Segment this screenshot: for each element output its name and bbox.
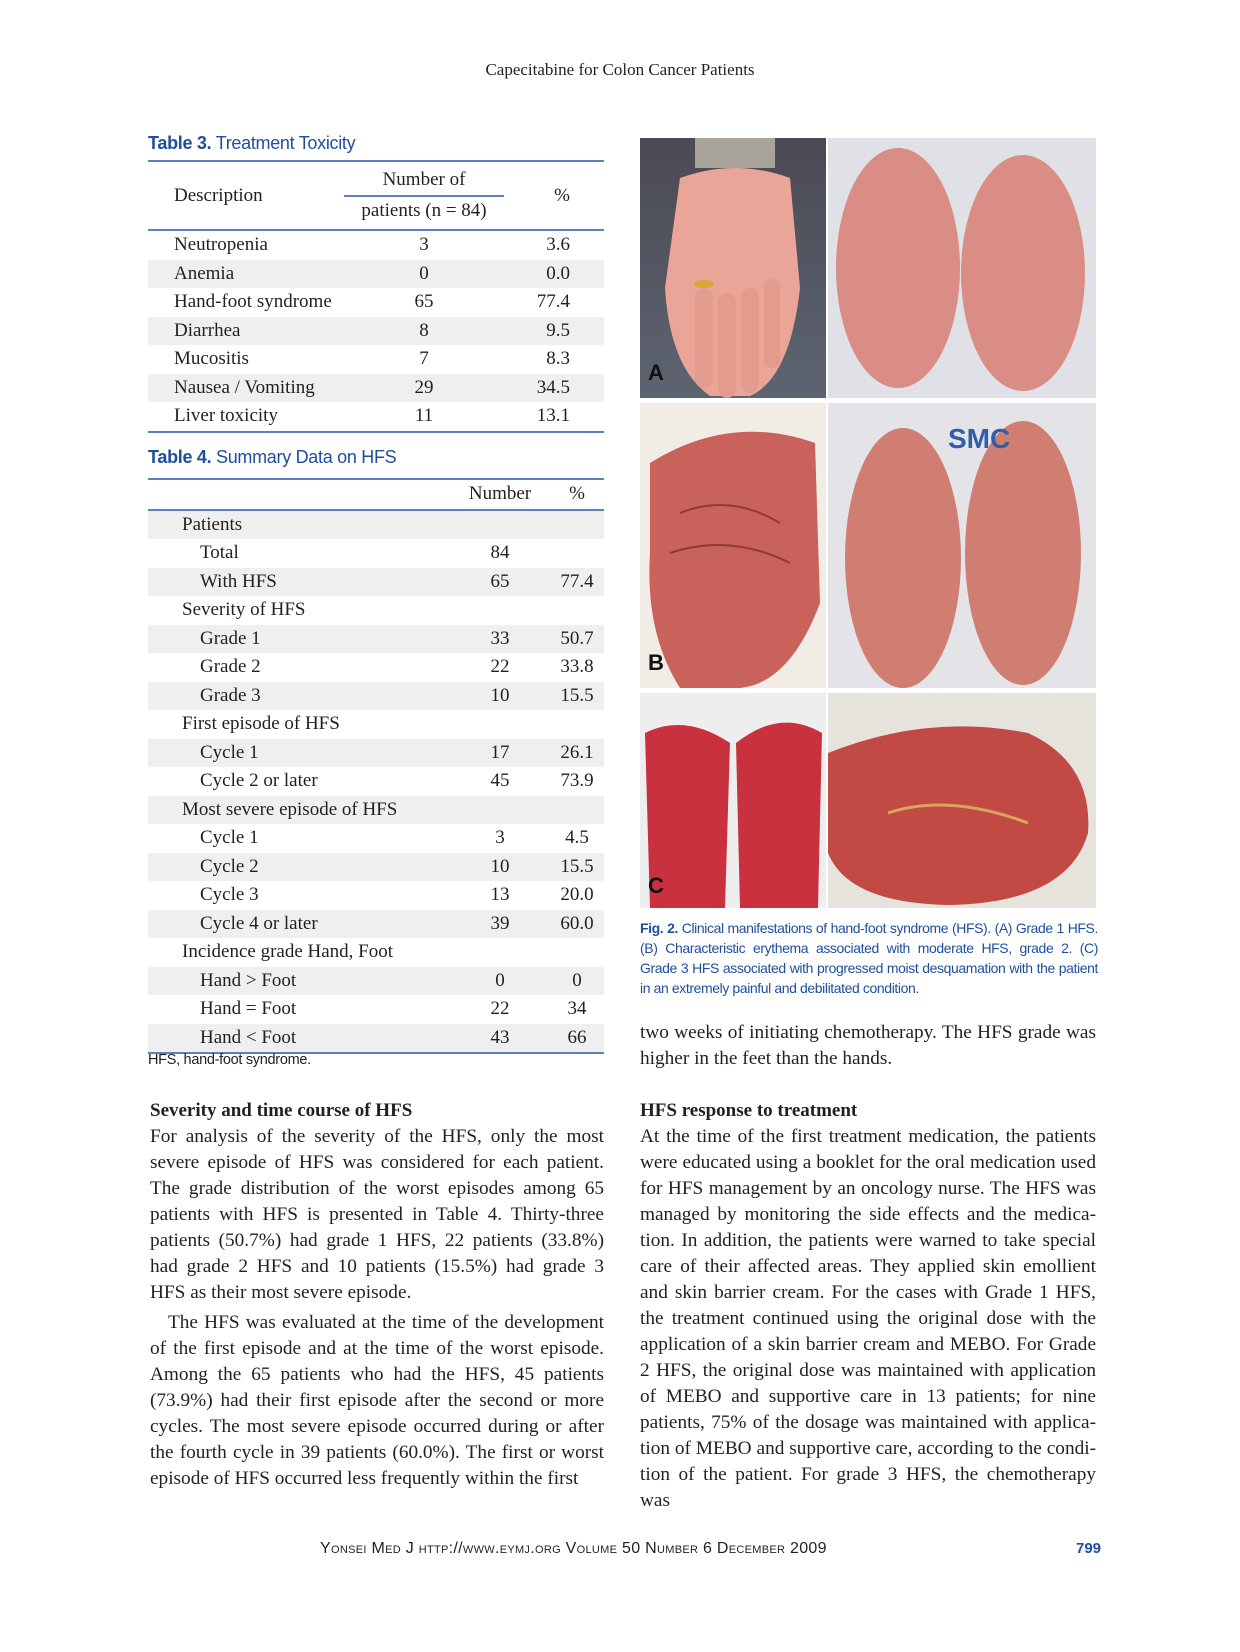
table4-footnote: HFS, hand-foot syndrome. [148,1052,311,1068]
photo-feet-grade2 [828,403,1096,688]
table-cell-label: With HFS [148,568,450,597]
table-cell-value: 65 [414,291,434,313]
paragraph: At the time of the first treatment medication, the patients were educated using a booklet for the oral medication used for HFS management by an oncology nurse. The HFS was managed by monitoring the side effects and the medica-tion. In addition, the patients were warned to take special care of their affected areas. They applied skin emollient and skin barrier cream. For the cases with Grade 1 HFS, the treatment continued using the original dose with the application of a skin barrier cream and MEBO. For Grade 2 HFS, the original dose was maintained with application of MEBO and supportive care in 13 patients; for nine patients, 75% of the dosage was maintained with applica-tion of MEBO and supportive care, according to the condi-tion of the patient. For grade 3 HFS, the chemotherapy was [640,1126,1096,1511]
table3-label: Table 3. [148,133,212,153]
table-row [148,288,604,317]
table-cell-value: 0 [344,260,504,289]
table-cell-label: Hand = Foot [200,998,297,1020]
panel-label-b: B [648,650,664,675]
table-cell-value: 11 [414,405,434,427]
right-column [640,1098,1096,1514]
table-cell-label: Liver toxicity [174,405,278,427]
table-cell-label: Cycle 1 [148,739,450,768]
table-cell-label: Severity of HFS [182,599,306,621]
panel-label-a: A [648,360,664,385]
table-row [148,230,604,260]
table-cell-value: 66 [550,1024,604,1054]
table3-title: Treatment Toxicity [215,133,356,153]
table4 [148,478,604,1054]
figure-caption [640,918,1098,998]
table-cell-label: Cycle 2 or later [200,770,318,792]
paragraph: For analysis of the severity of the HFS, only the most severe episode of HFS was considered for each patient. The grade distribution of the worst episodes among 65 patients with HFS is presented in Table 4. Thirty-three patients (50.7%) had grade 1 HFS, 22 patients (33.8%) had grade 2 HFS and 10 patients (15.5%) had grade 3 HFS as their most severe episode. [150,1126,604,1303]
panel-label-c: C [648,873,664,898]
table3-header-number: Number of [344,161,504,196]
table-cell-label: Grade 2 [200,656,261,678]
table-cell-value [550,938,604,967]
table-group-row [148,596,604,625]
table-cell-value: 10 [450,853,550,882]
table-cell-value: 4.5 [565,827,589,849]
table-row [148,653,604,682]
table3-header-percent: % [504,161,604,230]
right-column-continuation [640,1020,1096,1072]
table-cell-value: 13 [490,884,510,906]
table-cell-label: Cycle 4 or later [148,910,450,939]
table-row [148,345,604,374]
table-cell-label: Incidence grade Hand, Foot [182,941,394,963]
table-row [148,1024,604,1054]
table-cell-value: 13.1 [536,405,570,427]
table4-header-percent: % [550,479,604,510]
journal-info: Yonsei Med J http://www.eymj.org Volume 50 Number 6 December 2009 [320,1540,827,1557]
table-cell-value [550,596,604,625]
table-group-row [148,510,604,540]
table-row [148,374,604,403]
table-cell-value: 60.0 [550,910,604,939]
table-cell-value: 17 [450,739,550,768]
table-row [148,260,604,289]
table-group-row [148,938,604,967]
photo-foot-grade3 [828,693,1096,908]
left-column [150,1098,604,1492]
table3-caption [148,133,355,154]
table-cell-value [450,596,550,625]
paragraph: The HFS was evaluated at the time of the development of the first episode and at the time of the worst episode. Among the 65 patients who had the HFS, 45 patients (73.9%) had their first episode after the second or more cycles. The most severe episode occurred during or after the fourth cycle in 39 patients (60.0%). The first or worst episode of HFS occurred less frequently within the first [150,1312,604,1489]
table-cell-label: Mucositis [174,348,249,370]
table-cell-value: 8.3 [546,348,570,370]
photo-feet-grade1 [828,138,1096,398]
table-cell-label: Patients [148,510,450,540]
table-cell-value: 15.5 [550,853,604,882]
table-cell-value: 3 [495,827,505,849]
table-cell-label: Grade 1 [148,625,450,654]
table-cell-label: Most severe episode of HFS [148,796,450,825]
table-cell-value: 7 [419,348,429,370]
table-row [148,568,604,597]
table-row [148,402,604,432]
table-cell-value: 10 [450,682,550,711]
table-cell-value: 34.5 [504,374,604,403]
table-cell-value: 34 [567,998,587,1020]
table-cell-value: 26.1 [550,739,604,768]
table4-caption [148,447,396,468]
table-cell-value: 20.0 [560,884,594,906]
table-row [148,539,604,568]
table-cell-label: Anemia [148,260,344,289]
table-cell-value: 29 [344,374,504,403]
table4-header-blank [148,479,450,510]
section-heading-response: HFS response to treatment [640,1100,858,1121]
section-heading-severity: Severity and time course of HFS [150,1100,413,1121]
table-cell-value: 0.0 [504,260,604,289]
table-cell-value: 65 [450,568,550,597]
table-group-row [148,710,604,739]
table-row [148,853,604,882]
table-cell-value [550,510,604,540]
table-cell-value [450,710,550,739]
table4-title: Summary Data on HFS [216,447,397,467]
table3-header-description: Description [148,161,344,230]
table-cell-label: Hand > Foot [148,967,450,996]
table4-label: Table 4. [148,447,212,467]
table-cell-value: 33 [450,625,550,654]
table-cell-label: Hand-foot syndrome [174,291,332,313]
table-row [148,995,604,1024]
table-row [148,824,604,853]
table-row [148,767,604,796]
table-cell-value: 50.7 [550,625,604,654]
table3-header-n: patients (n = 84) [344,196,504,231]
table-cell-label: First episode of HFS [182,713,340,735]
table-cell-value: 0 [450,967,550,996]
table-cell-value: 9.5 [504,317,604,346]
table-row [148,967,604,996]
photo-hand-grade1 [640,138,826,398]
figure-caption-label: Fig. 2. [640,920,678,936]
table-cell-value [550,796,604,825]
table-cell-label: Cycle 1 [200,827,259,849]
table-cell-value: 8 [344,317,504,346]
table-row [148,881,604,910]
table-cell-label: Nausea / Vomiting [148,374,344,403]
table-row [148,682,604,711]
table-cell-label: Grade 3 [148,682,450,711]
table-row [148,625,604,654]
table-row [148,910,604,939]
table-cell-value: 43 [450,1024,550,1054]
table-row [148,739,604,768]
table-cell-value [450,938,550,967]
table4-header-number: Number [450,479,550,510]
table-cell-value: 33.8 [560,656,594,678]
table-cell-value: 3.6 [546,234,570,256]
sock-logo-text: SMC [948,423,1011,454]
table-cell-label: Diarrhea [148,317,344,346]
table-cell-value: 73.9 [560,770,594,792]
table-cell-value [450,796,550,825]
table-cell-value: 77.4 [550,568,604,597]
table-group-row [148,796,604,825]
table-cell-value: 15.5 [550,682,604,711]
table-cell-label: Hand < Foot [148,1024,450,1054]
table-cell-value: 77.4 [536,291,570,313]
photo-hands-grade3 [640,693,826,908]
table-cell-label: Total [200,542,239,564]
paragraph: two weeks of initiating chemotherapy. The HFS grade was higher in the feet than the hands. [640,1022,1096,1069]
table-cell-label: Neutropenia [174,234,268,256]
figure-caption-text: Clinical manifestations of hand-foot syndrome (HFS). (A) Grade 1 HFS. (B) Characteristic erythema associated with moderate HFS, grade 2. (C) Grade 3 HFS associated with progressed moist desquamation with the patient in an extremely painful and debilitated condition. [640,920,1098,996]
photo-hand-grade2 [640,403,826,688]
running-title: Capecitabine for Colon Cancer Patients [485,60,755,79]
table-cell-value: 0 [550,967,604,996]
table-cell-value: 84 [490,542,510,564]
table-cell-value: 45 [490,770,510,792]
table-cell-value: 22 [490,998,510,1020]
table-row [148,317,604,346]
table-cell-value [450,510,550,540]
table-cell-value: 3 [419,234,429,256]
table-cell-value: 39 [450,910,550,939]
table-cell-value [550,539,604,568]
table-cell-value [550,710,604,739]
table-cell-label: Cycle 2 [148,853,450,882]
page-number: 799 [1076,1540,1102,1557]
table3 [148,160,604,433]
table-cell-value: 22 [490,656,510,678]
table-cell-label: Cycle 3 [200,884,259,906]
